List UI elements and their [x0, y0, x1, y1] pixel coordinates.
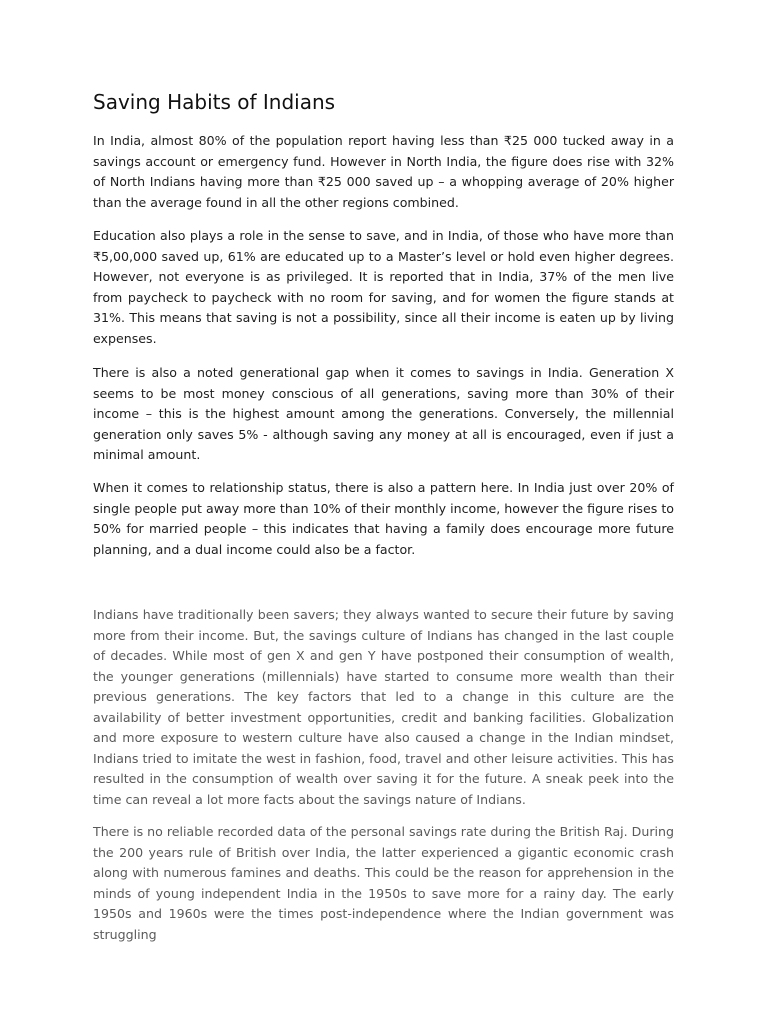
paragraph-generational-gap: There is also a noted generational gap when it comes to savings in India. Generation X seems to be most money conscious of all generations, saving more than 30% of their income – this is the highest amount among the generations. Conversely, the millennial generation only saves 5% - although saving any money at all is encouraged, even if just a minimal amount. — [93, 365, 674, 462]
paragraph-education: Education also plays a role in the sense to save, and in India, of those who have more than ₹5,00,000 saved up, 61% are educated up to a Master’s level or hold even higher degrees. However, not everyone is as privileged. It is reported that in India, 37% of the men live from paycheck to paycheck with no room for saving, and for women the figure stands at 31%. This means that saving is not a possibility, since all their income is eaten up by living expenses. — [93, 228, 674, 346]
paragraph-savings-culture: Indians have traditionally been savers; they always wanted to secure their future by saving more from their income. But, the savings culture of Indians has changed in the last couple of decades. While most of gen X and gen Y have postponed their consumption of wealth, the younger generations (millennials) have started to consume more wealth than their previous generations. The key factors that led to a change in this culture are the availability of better investment opportunities, credit and banking facilities. Globalization and more exposure to western culture have also caused a change in the Indian mindset, Indians tried to imitate the west in fashion, food, travel and other leisure activities. This has resulted in the consumption of wealth over saving it for the future. A sneak peek into the time can reveal a lot more facts about the savings nature of Indians. — [93, 607, 674, 807]
paragraph-relationship-status: When it comes to relationship status, there is also a pattern here. In India just over 20% of single people put away more than 10% of their monthly income, however the figure rises to 50% for married people – this indicates that having a family does encourage more future planning, and a dual income could also be a factor. — [93, 480, 674, 557]
document-title: Saving Habits of Indians — [93, 90, 336, 114]
paragraph-british-raj: There is no reliable recorded data of the personal savings rate during the British Raj. During the 200 years rule of British over India, the latter experienced a gigantic economic crash along with numerous famines and deaths. This could be the reason for apprehension in the minds of young independent India in the 1950s to save more for a rainy day. The early 1950s and 1960s were the times post-independence where the Indian government was struggling — [93, 824, 674, 942]
paragraph-overall-savings: In India, almost 80% of the population report having less than ₹25 000 tucked away in a savings account or emergency fund. However in North India, the figure does rise with 32% of North Indians having more than ₹25 000 saved up – a whopping average of 20% higher than the average found in all the other regions combined. — [93, 133, 674, 210]
